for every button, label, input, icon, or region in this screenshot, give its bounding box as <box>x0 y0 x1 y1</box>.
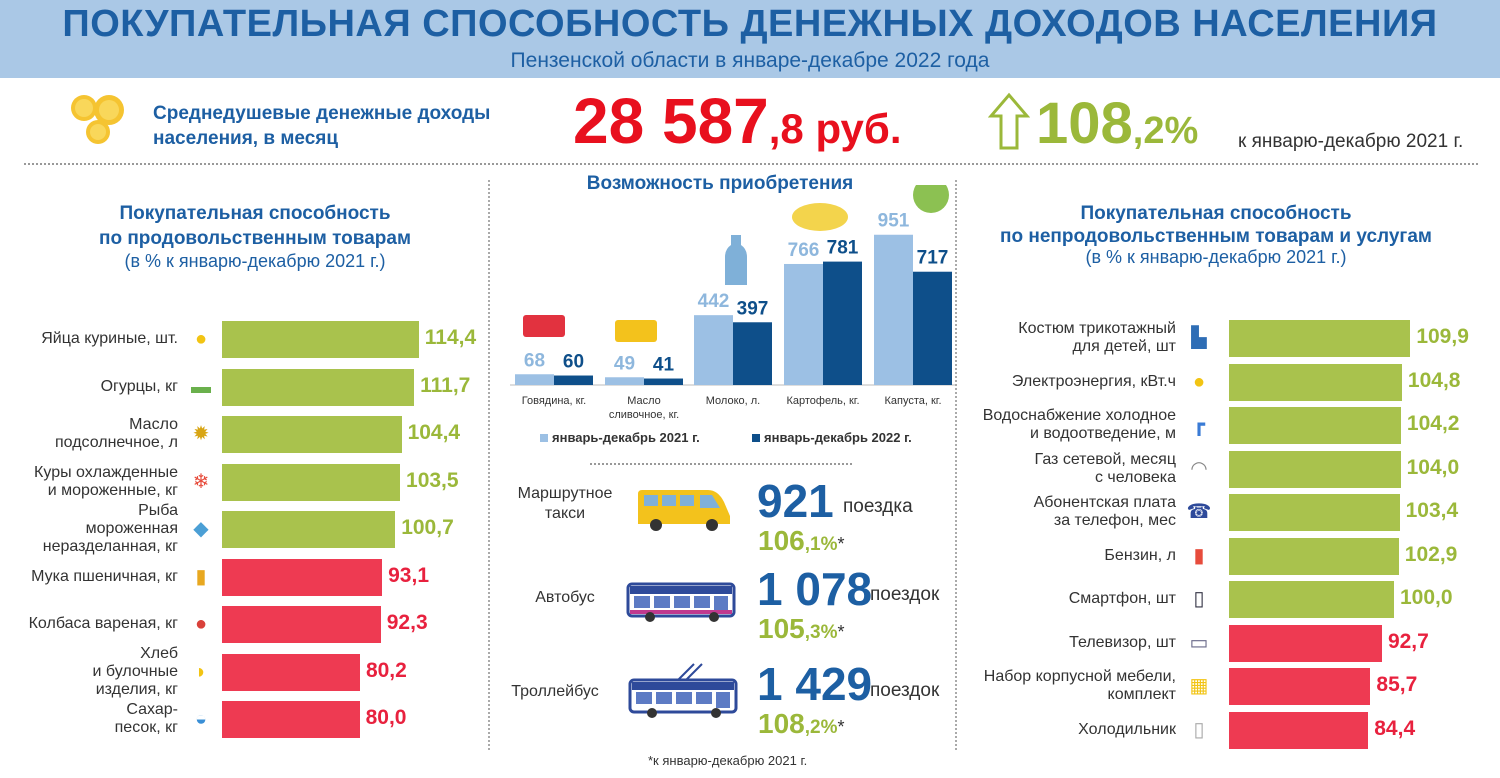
bar-value-label: 49 <box>613 353 636 375</box>
food-bar <box>222 511 395 548</box>
tv-icon: ▭ <box>1189 631 1209 654</box>
nonfood-bar <box>1229 364 1402 401</box>
bar-2022 <box>733 322 772 385</box>
nonfood-bar <box>1229 581 1394 618</box>
potato-icon <box>792 203 848 231</box>
page-subtitle: Пензенской области в январе-декабре 2022 года <box>510 49 990 72</box>
food-value: 100,7 <box>401 516 454 539</box>
phone-icon: ☎ <box>1186 501 1212 523</box>
transport-value-minibus: 921 <box>757 475 834 527</box>
butter-icon <box>615 320 657 342</box>
nonfood-value: 104,0 <box>1406 455 1460 479</box>
bar-value-label: 68 <box>523 350 546 372</box>
faucet-icon: ┏ <box>1192 414 1206 436</box>
nonfood-value: 85,7 <box>1376 673 1418 696</box>
bar-value-label: 781 <box>826 237 859 259</box>
nonfood-value: 104,2 <box>1406 412 1460 435</box>
income-growth-note: к январю-декабрю 2021 г. <box>1238 131 1464 152</box>
food-value: 80,2 <box>365 658 407 682</box>
nonfood-bar <box>1229 538 1399 575</box>
cabbage-icon <box>913 185 949 213</box>
bar-value-label: 766 <box>787 239 820 261</box>
minibus-icon <box>634 486 734 532</box>
bar-2021 <box>784 264 823 385</box>
food-label: Рыба мороженная неразделанная, кг <box>42 502 178 555</box>
category-label: Масло сливочное, кг. <box>608 395 680 421</box>
transport-label-trolleybus: Троллейбус <box>511 683 599 700</box>
nonfood-label: Водоснабжение холодное и водоотведение, м <box>982 407 1176 442</box>
transport-unit-minibus: поездка <box>843 496 913 517</box>
nonfood-bar <box>1229 625 1382 662</box>
transport-label-bus: Автобус <box>535 589 595 606</box>
nonfood-label: Абонентская плата за телефон, мес <box>1033 494 1176 529</box>
arrow-up-icon <box>988 92 1030 152</box>
fish-icon: ◆ <box>193 518 209 540</box>
legend-swatch-2021 <box>540 434 548 442</box>
legend-label-2021: январь-декабрь 2021 г. <box>552 430 700 445</box>
bread-icon: ◗ <box>194 660 208 683</box>
food-value: 92,3 <box>386 611 428 634</box>
nonfood-label: Набор корпусной мебели, комплект <box>983 668 1176 703</box>
divider-horizontal <box>24 163 1478 165</box>
bar-2021 <box>515 374 554 385</box>
food-title-line2: по продовольственным товарам <box>98 228 412 249</box>
nonfood-bar <box>1229 451 1401 488</box>
fuel-can-icon: ▮ <box>1193 544 1205 567</box>
food-bar <box>222 701 360 738</box>
category-label: Капуста, кг. <box>884 395 942 407</box>
category-label: Молоко, л. <box>705 395 761 407</box>
bar-2021 <box>605 377 644 385</box>
nonfood-value: 84,4 <box>1374 716 1416 740</box>
nonfood-label: Холодильник <box>1078 720 1176 738</box>
nonfood-value: 102,9 <box>1404 542 1458 566</box>
income-growth: 108,2% <box>1036 91 1199 156</box>
center-title: Возможность приобретения <box>586 173 854 194</box>
nonfood-label: Электроэнергия, кВт.ч <box>1011 372 1176 390</box>
food-value: 111,7 <box>420 373 471 397</box>
bar-value-label: 41 <box>652 354 675 376</box>
food-label: Куры охлажденные и мороженные, кг <box>34 463 178 499</box>
food-bar <box>222 606 381 643</box>
bus-icon <box>626 580 736 624</box>
nonfood-value: 92,7 <box>1387 629 1429 653</box>
bar-2022 <box>823 262 862 385</box>
food-bar <box>222 654 360 691</box>
food-subtitle: (в % к январю-декабрю 2021 г.) <box>124 251 386 271</box>
food-label: Хлеб и булочные изделия, кг <box>92 644 178 698</box>
flour-icon: ▮ <box>195 565 207 588</box>
food-label: Огурцы, кг <box>100 377 178 395</box>
bar-value-label: 397 <box>736 298 769 320</box>
trolleybus-icon <box>628 662 738 720</box>
bar-value-label: 717 <box>916 247 949 269</box>
transport-pct-bus: 105,3%* <box>758 613 845 644</box>
transport-value-trolleybus: 1 429 <box>757 658 873 710</box>
transport-unit-bus: поездок <box>870 584 940 605</box>
transport-unit-trolleybus: поездок <box>870 680 940 701</box>
income-label-line2: населения, в месяц <box>153 128 339 149</box>
food-bar <box>222 369 414 406</box>
transport-value-bus: 1 078 <box>757 563 873 615</box>
food-label: Масло подсолнечное, л <box>54 416 178 451</box>
nonfood-title-line1: Покупательная способность <box>1080 203 1352 224</box>
nonfood-bar <box>1229 494 1400 531</box>
nonfood-label: Телевизор, шт <box>1069 633 1176 651</box>
nonfood-subtitle: (в % к январю-декабрю 2021 г.) <box>1085 247 1347 267</box>
footnote: *к январю-декабрю 2021 г. <box>648 753 808 768</box>
gas-burner-icon: ◠ <box>1190 457 1208 480</box>
bar-value-label: 442 <box>697 291 730 313</box>
lightbulb-icon: ● <box>1192 370 1206 393</box>
food-label: Колбаса вареная, кг <box>28 615 178 632</box>
income-label-line1: Среднедушевые денежные доходы <box>153 103 491 124</box>
nonfood-bar <box>1229 712 1368 749</box>
transport-pct-trolleybus: 108,2%* <box>758 708 845 739</box>
nonfood-bar <box>1229 320 1410 357</box>
nonfood-label: Газ сетевой, месяц с человека <box>1034 450 1176 486</box>
nonfood-bar <box>1229 668 1370 705</box>
sausage-icon: ● <box>194 613 208 635</box>
food-value: 93,1 <box>388 563 429 587</box>
food-bar <box>222 321 419 358</box>
food-bar <box>222 464 400 501</box>
income-value: 28 587,8 руб. <box>573 85 902 157</box>
bar-2021 <box>694 315 733 385</box>
milk-bottle-icon <box>725 235 747 285</box>
chicken-icon: ❄ <box>192 470 210 493</box>
divider-center <box>590 463 852 465</box>
transport-label-minibus: Маршрутное такси <box>517 485 613 522</box>
eggs-icon: ● <box>194 328 208 350</box>
food-value: 104,4 <box>407 421 461 444</box>
food-label: Сахар- песок, кг <box>114 701 178 736</box>
nonfood-label: Костюм трикотажный для детей, шт <box>1018 320 1176 355</box>
bar-2022 <box>913 272 952 385</box>
nonfood-title-line2: по непродовольственным товарам и услугам <box>1000 226 1432 247</box>
bar-value-label: 60 <box>562 351 585 373</box>
food-title-line1: Покупательная способность <box>119 203 391 224</box>
bar-value-label: 951 <box>877 210 910 232</box>
food-bar <box>222 416 402 453</box>
purchase-bar-chart <box>505 185 965 455</box>
coins-icon <box>64 88 134 148</box>
food-label: Яйца куриные, шт. <box>41 330 178 347</box>
transport-pct-minibus: 106,1%* <box>758 525 845 556</box>
sunflower-icon: ✹ <box>192 423 210 445</box>
bar-2021 <box>874 235 913 385</box>
food-value: 114,4 <box>424 326 477 349</box>
bar-2022 <box>644 379 683 385</box>
bar-2022 <box>554 376 593 385</box>
sugar-icon: ◒ <box>194 708 208 730</box>
food-bar <box>222 559 382 596</box>
category-label: Картофель, кг. <box>786 395 860 407</box>
smartphone-icon: ▯ <box>1193 588 1205 610</box>
food-value: 80,0 <box>365 706 407 729</box>
category-label: Говядина, кг. <box>521 395 587 407</box>
nonfood-value: 103,4 <box>1405 499 1459 522</box>
legend-label-2022: январь-декабрь 2022 г. <box>764 430 912 445</box>
fridge-icon: ▯ <box>1193 718 1205 741</box>
nonfood-bar <box>1229 407 1401 444</box>
furniture-icon: ▦ <box>1189 675 1209 697</box>
food-value: 103,5 <box>406 468 459 492</box>
nonfood-label: Смартфон, шт <box>1068 590 1176 607</box>
beef-icon <box>523 315 565 337</box>
nonfood-value: 100,0 <box>1400 586 1453 609</box>
cucumber-icon: ▬ <box>191 375 211 398</box>
nonfood-value: 104,8 <box>1407 368 1461 392</box>
nonfood-value: 109,9 <box>1416 325 1469 348</box>
page-title: ПОКУПАТЕЛЬНАЯ СПОСОБНОСТЬ ДЕНЕЖНЫХ ДОХОДОВ НАСЕЛЕНИЯ <box>62 3 1438 45</box>
nonfood-label: Бензин, л <box>1104 546 1176 564</box>
kids-suit-icon: ▙ <box>1191 327 1207 349</box>
food-label: Мука пшеничная, кг <box>31 567 178 585</box>
legend-swatch-2022 <box>752 434 760 442</box>
